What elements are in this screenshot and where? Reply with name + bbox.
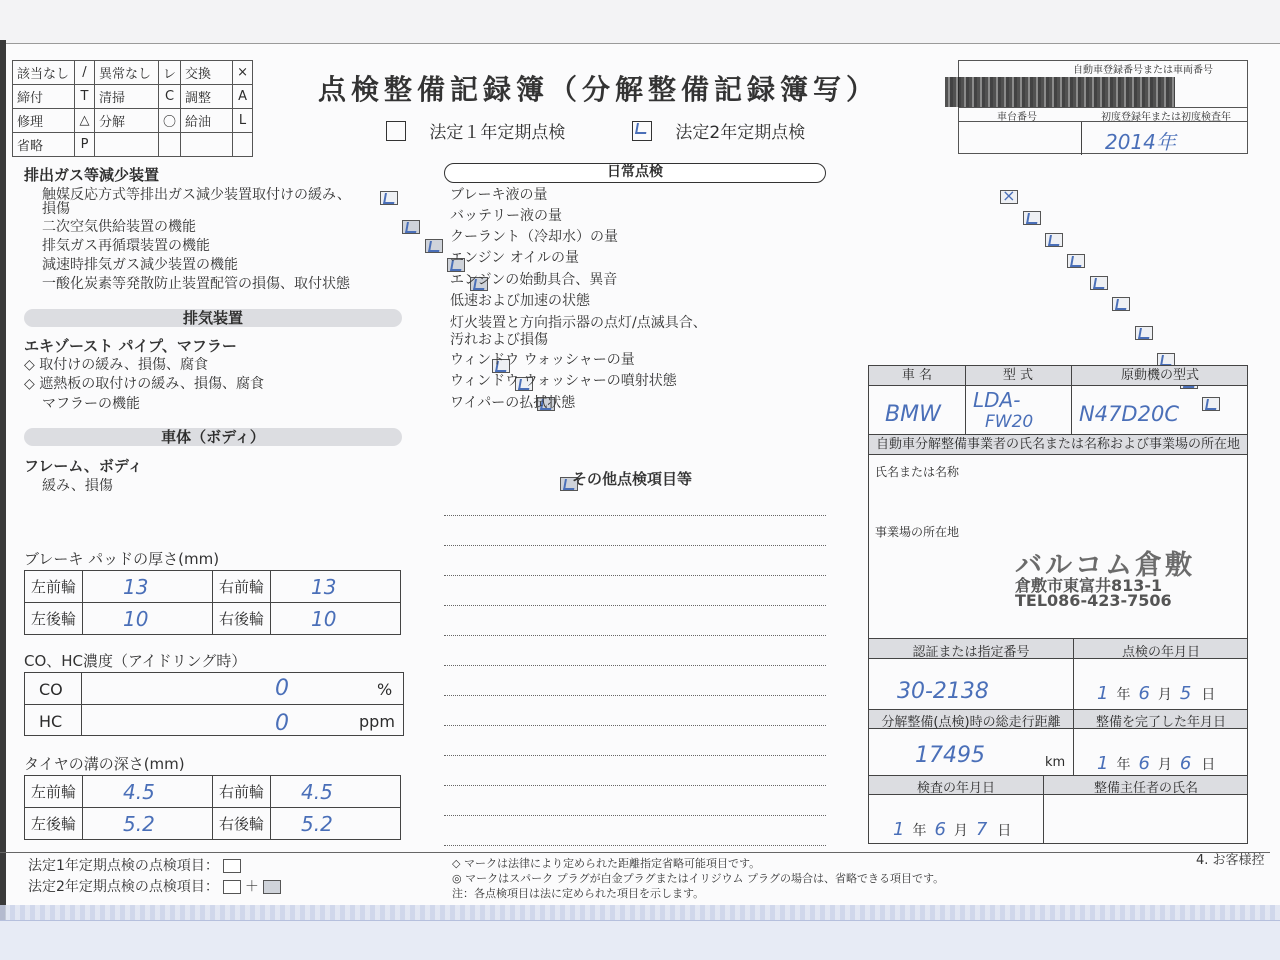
cohc-table: CO 0 % HC 0 ppm — [24, 672, 404, 736]
legend-cell: 清掃 — [95, 85, 159, 109]
vehicle-model-1: LDA- — [973, 388, 1021, 412]
daily-check-6[interactable] — [1112, 297, 1130, 311]
legend-cell: 修理 — [13, 109, 75, 133]
stamp-name: バルコム倉敷 — [1015, 550, 1195, 581]
registration-box — [958, 60, 1248, 154]
stamp-address: 倉敷市東富井813-1 — [1015, 576, 1163, 595]
exhaust-item-1: ◇ 取付けの緩み、損傷、腐食 — [24, 357, 209, 373]
co-value: 0 — [275, 676, 289, 701]
emission-item-4: 減速時排気ガス減少装置の機能 — [42, 257, 238, 273]
tire-rr: 5.2 — [271, 808, 401, 840]
completion-date: 1 年 6 月 6 日 — [1097, 753, 1216, 774]
reg-number-label: 自動車登録番号または車両番号 — [1073, 65, 1213, 76]
legend-cell: レ — [159, 61, 181, 85]
emission-item-1b: 損傷 — [42, 201, 70, 217]
daily-item-1: ブレーキ液の量 — [450, 187, 548, 203]
brake-rr: 10 — [271, 603, 401, 635]
legend-cell: 異常なし — [95, 61, 159, 85]
cert-number: 30-2138 — [897, 679, 989, 704]
dotted-line — [444, 815, 826, 816]
legend-cell — [159, 133, 181, 157]
brake-rl: 10 — [83, 603, 213, 635]
daily-check-2[interactable] — [1023, 211, 1041, 225]
dotted-line — [444, 845, 826, 846]
legend-cell: L — [233, 109, 253, 133]
legend-cell: 締付 — [13, 85, 75, 109]
vehicle-name: BMW — [885, 402, 941, 427]
emission-check-2[interactable] — [402, 220, 420, 234]
daily-item-6: 低速および加速の状態 — [450, 293, 590, 309]
copy-label: 4. お客様控 — [1196, 853, 1265, 868]
cert-box: 認証または指定番号 点検の年月日 30-2138 1 年 6 月 5 日 分解整備(点検)時の総走行距離 整備を完了した年月日 17495 km 1 年 6 月 6 日 検査の年月日 整備主任者の氏名 1 年 6 月 7 日 — [868, 638, 1248, 844]
legend-cell: C — [159, 85, 181, 109]
dotted-line — [444, 545, 826, 546]
daily-check-4[interactable] — [1067, 254, 1085, 268]
vehicle-box: 車 名 型 式 原動機の型式 BMW LDA- FW20 N47D20C — [868, 365, 1248, 439]
exhaust-item-2: ◇ 遮熱板の取付けの緩み、損傷、腐食 — [24, 376, 265, 392]
cohc-heading: CO、HC濃度（アイドリング時） — [24, 652, 247, 670]
legend-row — [13, 109, 253, 133]
exhaust-item-3: マフラーの機能 — [42, 396, 140, 412]
dotted-line — [444, 515, 826, 516]
scan-bottom-band — [0, 920, 1280, 960]
dotted-line — [444, 575, 826, 576]
annual2-checkbox[interactable] — [632, 121, 652, 141]
daily-item-7b: 汚れおよび損傷 — [450, 332, 548, 348]
legend-cell: 該当なし — [13, 61, 75, 85]
footer-legend-2: 法定2年定期点検の点検項目： ＋ — [28, 878, 281, 896]
vehicle-model-2: FW20 — [985, 412, 1034, 432]
daily-item-7a: 灯火装置と方向指示器の点灯/点滅具合、 — [450, 315, 707, 331]
engine-type: N47D20C — [1079, 402, 1179, 426]
first-year-value: 2014年 — [1105, 130, 1176, 154]
daily-item-10: ワイパーの払拭状態 — [450, 395, 576, 411]
tire-table: 左前輪 4.5 右前輪 4.5 左後輪 5.2 右後輪 5.2 — [24, 775, 401, 840]
legend-cell: 分解 — [95, 109, 159, 133]
business-box: 自動車分解整備事業者の氏名または名称および事業場の所在地 氏名または名称 事業場の所在地 バルコム倉敷 倉敷市東富井813-1 TEL086-423-7506 — [868, 434, 1248, 640]
first-year-label: 初度登録年または初度検査年 — [1101, 112, 1231, 123]
daily-check-1[interactable] — [1000, 190, 1018, 204]
chassis-label: 車台番号 — [997, 112, 1037, 123]
legend-cell — [233, 133, 253, 157]
dotted-line — [444, 755, 826, 756]
brake-fl: 13 — [83, 571, 213, 603]
dotted-line — [444, 605, 826, 606]
footer-note-1: ◇ マークは法律により定められた距離指定省略可能項目です。 — [452, 857, 761, 870]
legend-cell: × — [233, 61, 253, 85]
footer-note-3: 注：各点検項目は法に定められた項目を示します。 — [452, 887, 705, 900]
body-item: 緩み、損傷 — [42, 478, 113, 494]
annual1-option[interactable]: 法定１年定期点検 — [386, 118, 565, 143]
dotted-line — [444, 635, 826, 636]
brake-heading: ブレーキ パッドの厚さ(mm) — [24, 550, 220, 568]
legend-cell: 交換 — [181, 61, 233, 85]
daily-item-2: バッテリー液の量 — [450, 208, 562, 224]
redacted-reg-number — [945, 77, 1175, 107]
body-sub: フレーム、ボディ — [24, 457, 143, 475]
dotted-line — [444, 725, 826, 726]
legend-cell — [181, 133, 233, 157]
exhaust-heading: 排気装置 — [24, 309, 402, 327]
body-heading: 車体（ボディ） — [24, 428, 402, 446]
legend-cell: 省略 — [13, 133, 75, 157]
legend-table — [12, 60, 253, 157]
emission-item-2: 二次空気供給装置の機能 — [42, 219, 196, 235]
daily-heading: 日常点検 — [444, 163, 826, 183]
emission-item-1a: 触媒反応方式等排出ガス減少装置取付けの緩み、 — [42, 187, 351, 203]
dotted-line — [444, 665, 826, 666]
legend-cell: A — [233, 85, 253, 109]
footer-legend-1: 法定1年定期点検の点検項目： — [28, 857, 241, 875]
emission-item-5: 一酸化炭素等発散防止装置配管の損傷、取付状態 — [42, 276, 350, 292]
emission-check-3[interactable] — [425, 239, 443, 253]
page-title: 点検整備記録簿（分解整備記録簿写） — [318, 73, 880, 106]
tire-heading: タイヤの溝の深さ(mm) — [24, 755, 185, 773]
daily-item-4: エンジン オイルの量 — [450, 250, 580, 266]
tire-rl: 5.2 — [83, 808, 213, 840]
scan-left-edge — [0, 40, 6, 920]
emission-item-3: 排気ガス再循環装置の機能 — [42, 238, 210, 254]
dotted-line — [444, 785, 826, 786]
legend-cell: 調整 — [181, 85, 233, 109]
mileage: 17495 — [915, 743, 985, 768]
legend-row — [13, 85, 253, 109]
footer-note-2: ◎ マークはスパーク プラグが白金プラグまたはイリジウム プラグの場合は、省略できる項目です。 — [452, 872, 945, 885]
annual1-checkbox[interactable] — [386, 121, 406, 141]
stamp-tel: TEL086-423-7506 — [1015, 591, 1172, 610]
vehicle-inspection-date: 1 年 6 月 7 日 — [893, 819, 1012, 840]
brake-table: 左前輪 13 右前輪 13 左後輪 10 右後輪 10 — [24, 570, 401, 635]
legend-cell: 〇 — [159, 109, 181, 133]
emission-heading: 排出ガス等減少装置 — [24, 166, 160, 184]
legend-cell: / — [75, 61, 95, 85]
daily-item-8: ウィンドウ ウォッシャーの量 — [450, 352, 635, 368]
legend-row — [13, 61, 253, 85]
daily-item-5: エンジンの始動具合、異音 — [450, 272, 618, 288]
tire-fr: 4.5 — [271, 776, 401, 808]
inspection-date: 1 年 6 月 5 日 — [1097, 683, 1216, 704]
daily-item-3: クーラント（冷却水）の量 — [450, 229, 618, 245]
tire-fl: 4.5 — [83, 776, 213, 808]
legend-row — [13, 133, 253, 157]
legend-cell: △ — [75, 109, 95, 133]
daily-item-9: ウィンドウ ウォッシャーの噴射状態 — [450, 373, 677, 389]
annual2-option[interactable]: 法定2年定期点検 — [632, 118, 805, 143]
scan-top-edge — [0, 0, 1280, 44]
dotted-line — [444, 695, 826, 696]
daily-check-5[interactable] — [1090, 276, 1108, 290]
other-heading: その他点検項目等 — [572, 470, 693, 488]
exhaust-sub: エキゾースト パイプ、マフラー — [24, 337, 237, 355]
hc-value: 0 — [275, 711, 289, 736]
brake-fr: 13 — [271, 571, 401, 603]
daily-check-3[interactable] — [1045, 233, 1063, 247]
legend-cell: P — [75, 133, 95, 157]
legend-cell: T — [75, 85, 95, 109]
daily-check-7[interactable] — [1135, 326, 1153, 340]
legend-cell — [95, 133, 159, 157]
legend-cell: 給油 — [181, 109, 233, 133]
emission-check-1[interactable] — [380, 191, 398, 205]
